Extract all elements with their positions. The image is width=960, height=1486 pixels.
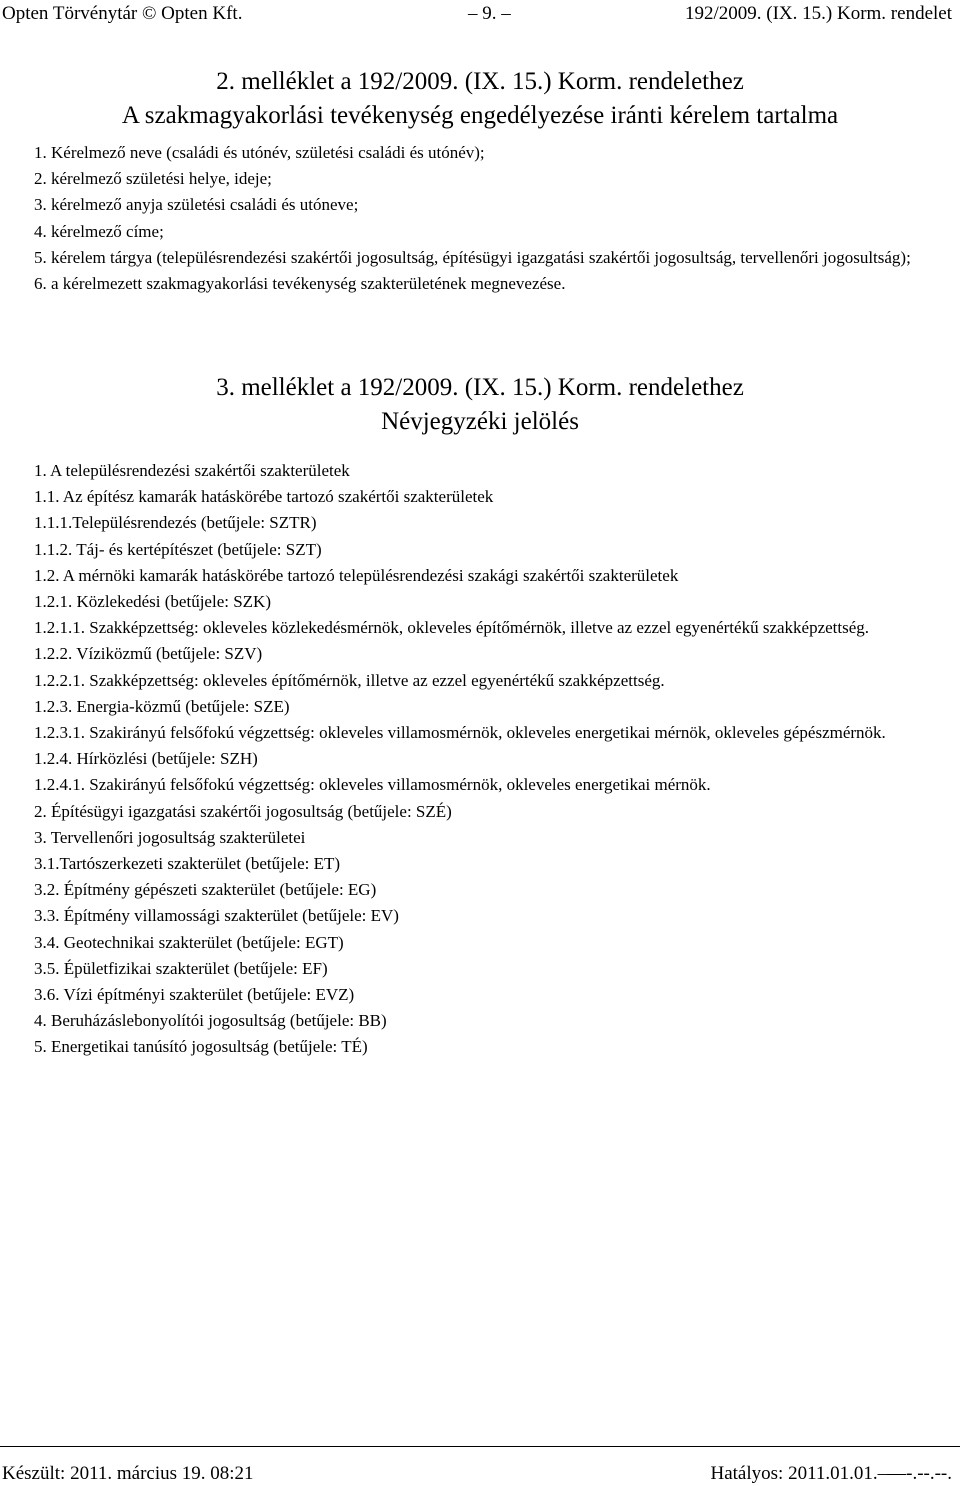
footer-created: Készült: 2011. március 19. 08:21 [2, 1463, 254, 1484]
list-item: 1.2.4. Hírközlési (betűjele: SZH) [34, 749, 258, 769]
list-item: 6. a kérelmezett szakmagyakorlási tevékenység szakterületének megnevezése. [34, 274, 566, 294]
list-item: 1.1. Az építész kamarák hatáskörébe tartozó szakértői szakterületek [34, 487, 494, 507]
list-item: 5. kérelem tárgya (településrendezési szakértői jogosultság, építésügyi igazgatási szakértői jogosultság, tervellenőri jogosultság); [34, 247, 911, 267]
list-item: 1. A településrendezési szakértői szakterületek [34, 461, 350, 480]
page-header [0, 0, 960, 30]
header-publisher: Opten Törvénytár © Opten Kft. [2, 3, 243, 24]
annex-3-title: 3. melléklet a 192/2009. (IX. 15.) Korm. rendelethez [216, 374, 744, 401]
list-item: 1.2.3.1. Szakirányú felsőfokú végzettség: okleveles villamosmérnök, okleveles energetikai mérnök, okleveles gépészmérnök. [34, 723, 886, 743]
header-page-number: – 9. – [468, 3, 511, 24]
list-item: 1.2.1.1. Szakképzettség: okleveles közlekedésmérnök, okleveles építőmérnök, illetve az ezzel egyenértékű szakképzettség. [34, 618, 870, 638]
list-item: 3.1.Tartószerkezeti szakterület (betűjele: ET) [34, 854, 341, 874]
list-item: 2. kérelmező születési helye, ideje; [34, 169, 272, 189]
footer-effective: Hatályos: 2011.01.01.–—-.--.--. [710, 1463, 952, 1484]
footer-divider [0, 1446, 960, 1447]
list-item: 3.2. Építmény gépészeti szakterület (betűjele: EG) [34, 880, 377, 900]
list-item: 4. kérelmező címe; [34, 221, 164, 241]
list-item: 3. Tervellenőri jogosultság szakterületei [34, 827, 306, 847]
list-item: 1.2.2. Víziközmű (betűjele: SZV) [34, 644, 263, 664]
list-item: 1.2.2.1. Szakképzettség: okleveles építőmérnök, illetve az ezzel egyenértékű szakképzettség. [34, 670, 665, 690]
annex-2-list [0, 140, 960, 297]
list-item: 5. Energetikai tanúsító jogosultság (betűjele: TÉ) [34, 1037, 368, 1057]
list-item: 1.2.1. Közlekedési (betűjele: SZK) [34, 592, 271, 612]
list-item: 1.1.2. Táj- és kertépítészet (betűjele: SZT) [34, 539, 322, 559]
list-item: 4. Beruházáslebonyolítói jogosultság (betűjele: BB) [34, 1011, 387, 1031]
list-item: 2. Építésügyi igazgatási szakértői jogosultság (betűjele: SZÉ) [34, 801, 452, 821]
annex-3-subtitle: Névjegyzéki jelölés [381, 408, 579, 435]
annex-2-subtitle: A szakmagyakorlási tevékenység engedélyezése iránti kérelem tartalma [121, 102, 839, 129]
header-regulation: 192/2009. (IX. 15.) Korm. rendelet [685, 3, 952, 24]
list-item: 1. Kérelmező neve (családi és utónév, születési családi és utónév); [34, 143, 485, 162]
list-item: 1.1.1.Településrendezés (betűjele: SZTR) [34, 513, 317, 533]
list-item: 1.2.4.1. Szakirányú felsőfokú végzettség: okleveles villamosmérnök, okleveles energetikai mérnök. [34, 775, 711, 795]
list-item: 3. kérelmező anyja születési családi és utóneve; [34, 195, 359, 215]
list-item: 1.2.3. Energia-közmű (betűjele: SZE) [34, 696, 290, 716]
list-item: 3.4. Geotechnikai szakterület (betűjele: EGT) [34, 932, 344, 952]
list-item: 3.6. Vízi építményi szakterület (betűjele: EVZ) [34, 985, 355, 1005]
list-item: 3.3. Építmény villamossági szakterület (betűjele: EV) [34, 906, 399, 926]
annex-3-list [0, 458, 960, 1061]
annex-2-title: 2. melléklet a 192/2009. (IX. 15.) Korm. rendelethez [216, 68, 744, 95]
list-item: 1.2. A mérnöki kamarák hatáskörébe tartozó településrendezési szakági szakértői szakterületek [34, 565, 679, 585]
list-item: 3.5. Épületfizikai szakterület (betűjele: EF) [34, 958, 328, 978]
